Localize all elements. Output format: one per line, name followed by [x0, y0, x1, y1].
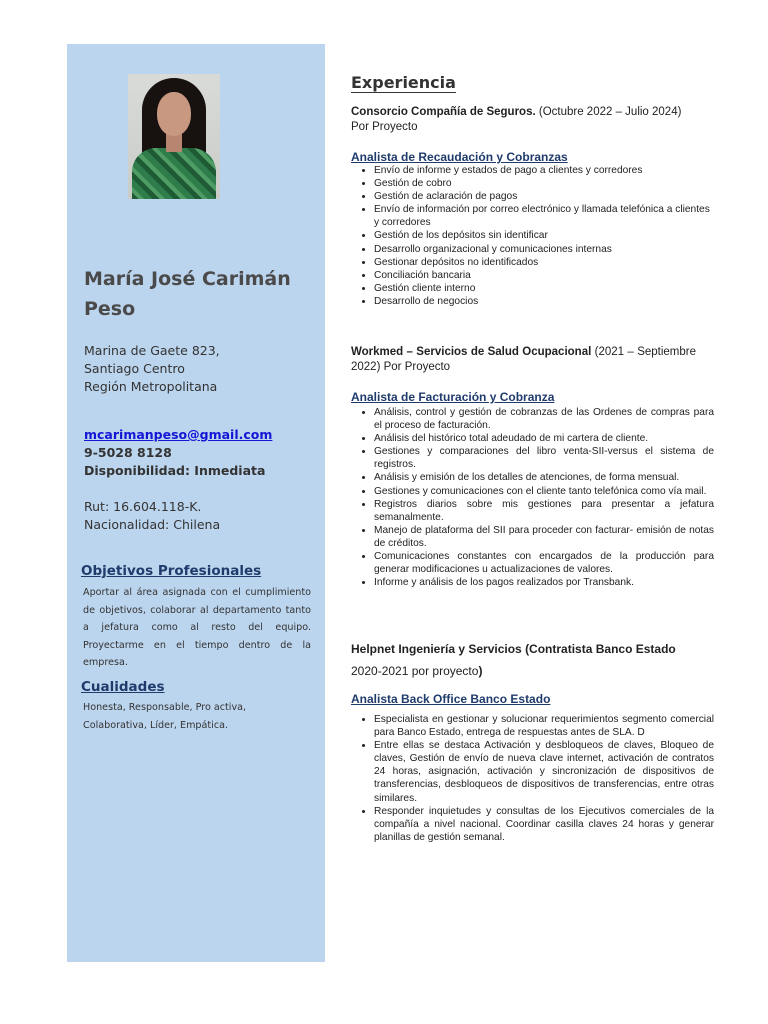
job-2-role: Analista de Facturación y Cobranza — [351, 390, 555, 404]
list-item: • Desarrollo organizacional y comunicaciones internas — [374, 243, 714, 256]
rut: Rut: 16.604.118-K. — [84, 499, 202, 514]
list-item: • Análisis, control y gestión de cobranzas de las Ordenes de compras para el proceso de facturación. — [374, 406, 714, 432]
job-3-header: Helpnet Ingeniería y Servicios (Contratista Banco Estado 2020-2021 por proyecto) — [351, 642, 676, 678]
list-item: • Análisis del histórico total adeudado de mi cartera de cliente. — [374, 432, 714, 445]
sidebar — [67, 44, 325, 962]
objectives-text: Aportar al área asignada con el cumplimiento de objetivos, colaborar al departamento tanto a jefatura como al resto del equipo. Proyectarme en el tiempo dentro de la empresa. — [83, 587, 311, 668]
list-item: • Especialista en gestionar y solucionar requerimientos segmento comercial para Banco Estado, entrega de respuestas antes de SLA. D — [374, 713, 714, 739]
job-3-tasks — [356, 713, 714, 844]
list-item: • Gestiones y comparaciones del libro venta-SII-versus el sistema de registros. — [374, 445, 714, 471]
email-link[interactable]: mcarimanpeso@gmail.com — [84, 427, 273, 442]
job-1-tasks — [356, 164, 714, 308]
list-item: • Envío de información por correo electrónico y llamada telefónica a clientes y corredores — [374, 203, 714, 229]
list-item: • Informe y análisis de los pagos realizados por Transbank. — [374, 576, 714, 589]
qualities-text: Honesta, Responsable, Pro activa, Colaborativa, Líder, Empática. — [83, 702, 247, 731]
full-name: María José Carimán Peso — [84, 268, 291, 320]
list-item: • Gestiones y comunicaciones con el cliente tanto telefónica como vía mail. — [374, 485, 714, 498]
list-item: • Gestionar depósitos no identificados — [374, 256, 714, 269]
job-1-role: Analista de Recaudación y Cobranzas — [351, 150, 568, 164]
nationality: Nacionalidad: Chilena — [84, 517, 221, 532]
job-3-role: Analista Back Office Banco Estado — [351, 692, 551, 706]
objectives-heading: Objetivos Profesionales — [81, 563, 262, 579]
list-item: • Conciliación bancaria — [374, 269, 714, 282]
job-2-header: Workmed – Servicios de Salud Ocupacional (2021 – Septiembre 2022) Por Proyecto — [351, 346, 697, 373]
list-item: • Comunicaciones constantes con encargados de la producción para generar modificaciones u actualizaciones de valores. — [374, 550, 714, 576]
qualities-heading: Cualidades — [81, 679, 165, 695]
list-item: • Entre ellas se destaca Activación y desbloqueos de claves, Bloqueo de claves, Gestión de envío de nueva clave internet, activación de contratos 24 horas, asignación, activación y sincronización de dispositivos de transferencias, desbloqueos de dispositivos de transferencias, entre otras similares. — [374, 739, 714, 804]
list-item: • Gestión de cobro — [374, 177, 714, 190]
list-item: • Análisis y emisión de los detalles de atenciones, de forma mensual. — [374, 471, 714, 484]
list-item: • Gestión cliente interno — [374, 282, 714, 295]
list-item: • Registros diarios sobre mis gestiones para presentar a jefatura semanalmente. — [374, 498, 714, 524]
experience-heading: Experiencia — [351, 73, 456, 92]
list-item: • Gestión de aclaración de pagos — [374, 190, 714, 203]
job-1-header: Consorcio Compañía de Seguros. (Octubre 2022 – Julio 2024) Por Proyecto — [351, 106, 682, 133]
address-block: Marina de Gaete 823, Santiago Centro Región Metropolitana — [84, 343, 220, 394]
availability: Disponibilidad: Inmediata — [84, 463, 266, 478]
list-item: • Desarrollo de negocios — [374, 295, 714, 308]
list-item: • Responder inquietudes y consultas de los Ejecutivos comerciales de la compañía a nivel nacional. Coordinar casilla claves 24 horas y generar planillas de gestión semanal. — [374, 805, 714, 844]
list-item: • Manejo de plataforma del SII para proceder con facturar- emisión de notas de créditos. — [374, 524, 714, 550]
id-block — [84, 498, 319, 534]
phone: 9-5028 8128 — [84, 445, 172, 460]
profile-photo — [128, 74, 220, 199]
list-item: • Gestión de los depósitos sin identificar — [374, 229, 714, 242]
list-item: • Envío de informe y estados de pago a clientes y corredores — [374, 164, 714, 177]
contact-block — [84, 426, 319, 480]
job-2-tasks — [356, 406, 714, 589]
